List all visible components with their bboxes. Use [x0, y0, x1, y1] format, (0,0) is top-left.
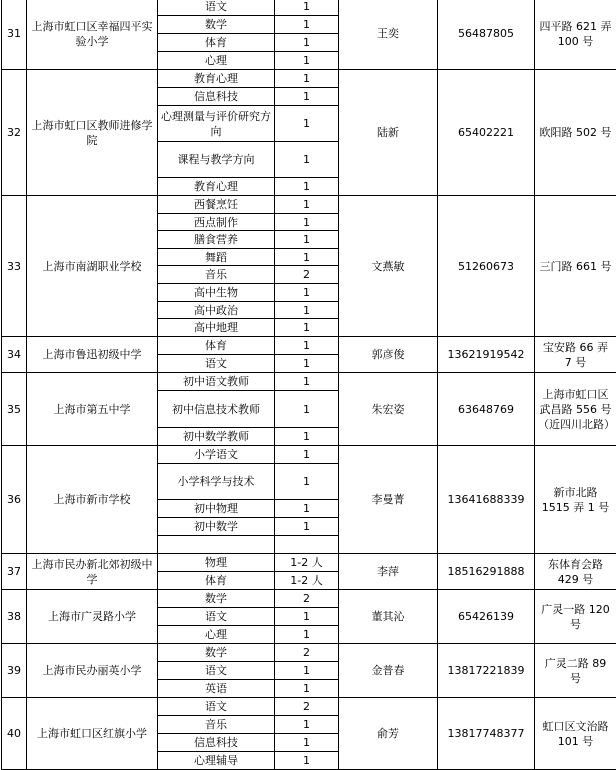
school-name: 上海市第五中学 — [27, 373, 158, 446]
subject-cell: 物理 — [158, 554, 275, 572]
subject-cell: 初中数学 — [158, 518, 275, 536]
row-number: 40 — [2, 698, 27, 770]
school-position-table — [1, 0, 616, 770]
phone-number: 13817748377 — [438, 698, 535, 770]
subject-cell: 体育 — [158, 337, 275, 355]
phone-number: 13641688339 — [438, 446, 535, 554]
table-row — [2, 0, 616, 16]
subject-cell: 西点制作 — [158, 214, 275, 231]
address: 广灵二路 89 号 — [535, 644, 616, 698]
phone-number: 65426139 — [438, 590, 535, 644]
table-row — [2, 196, 616, 214]
subject-cell: 初中语文教师 — [158, 373, 275, 391]
subject-cell: 西餐烹饪 — [158, 196, 275, 214]
row-number: 39 — [2, 644, 27, 698]
row-number: 31 — [2, 0, 27, 70]
table-row — [2, 554, 616, 572]
subject-cell: 心理测量与评价研究方向 — [158, 106, 275, 142]
contact-name: 董其沁 — [339, 590, 438, 644]
table-row — [2, 446, 616, 464]
school-name: 上海市新市学校 — [27, 446, 158, 554]
row-number: 32 — [2, 70, 27, 196]
subject-cell: 信息科技 — [158, 88, 275, 106]
contact-name: 朱宏姿 — [339, 373, 438, 446]
address: 新市北路 1515 弄 1 号 — [535, 446, 616, 554]
count-cell: 2 — [275, 590, 339, 608]
row-number: 33 — [2, 196, 27, 337]
count-cell: 1 — [275, 231, 339, 249]
address: 东体育会路 429 号 — [535, 554, 616, 590]
contact-name: 李萍 — [339, 554, 438, 590]
address: 上海市虹口区武昌路 556 号（近四川北路） — [535, 373, 616, 446]
address: 四平路 621 弄 100 号 — [535, 0, 616, 70]
count-cell: 2 — [275, 266, 339, 284]
subject-cell: 舞蹈 — [158, 249, 275, 266]
count-cell: 1 — [275, 196, 339, 214]
count-cell: 1-2 人 — [275, 554, 339, 572]
subject-cell: 高中政治 — [158, 302, 275, 319]
subject-cell: 数学 — [158, 590, 275, 608]
contact-name: 王奕 — [339, 0, 438, 70]
count-cell: 1 — [275, 0, 339, 16]
subject-cell: 初中物理 — [158, 500, 275, 518]
subject-cell: 英语 — [158, 680, 275, 698]
count-cell: 1 — [275, 249, 339, 266]
subject-cell: 体育 — [158, 572, 275, 590]
contact-name: 文燕敏 — [339, 196, 438, 337]
count-cell: 1 — [275, 464, 339, 500]
row-number: 36 — [2, 446, 27, 554]
count-cell: 1 — [275, 608, 339, 626]
subject-cell: 高中生物 — [158, 284, 275, 302]
subject-cell: 音乐 — [158, 716, 275, 734]
table-row — [2, 644, 616, 662]
count-cell: 2 — [275, 644, 339, 662]
count-cell: 1 — [275, 142, 339, 178]
count-cell: 1 — [275, 428, 339, 446]
school-name: 上海市南湖职业学校 — [27, 196, 158, 337]
count-cell: 2 — [275, 698, 339, 716]
contact-name: 郭彦俊 — [339, 337, 438, 373]
subject-cell: 信息科技 — [158, 734, 275, 752]
subject-cell: 心理 — [158, 52, 275, 70]
subject-cell: 数学 — [158, 16, 275, 34]
phone-number: 56487805 — [438, 0, 535, 70]
count-cell: 1 — [275, 284, 339, 302]
subject-cell: 数学 — [158, 644, 275, 662]
subject-cell: 初中信息技术教师 — [158, 391, 275, 428]
count-cell: 1 — [275, 626, 339, 644]
count-cell: 1 — [275, 734, 339, 752]
school-name: 上海市民办丽英小学 — [27, 644, 158, 698]
count-cell: 1 — [275, 752, 339, 770]
subject-cell: 初中数学教师 — [158, 428, 275, 446]
subject-cell: 课程与教学方向 — [158, 142, 275, 178]
count-cell — [275, 536, 339, 554]
subject-cell: 膳食营养 — [158, 231, 275, 249]
subject-cell: 语文 — [158, 0, 275, 16]
count-cell: 1 — [275, 446, 339, 464]
table-row — [2, 337, 616, 355]
subject-cell: 语文 — [158, 698, 275, 716]
count-cell: 1 — [275, 518, 339, 536]
table-row — [2, 373, 616, 391]
table-body — [2, 0, 616, 770]
subject-cell: 教育心理 — [158, 178, 275, 196]
count-cell: 1 — [275, 662, 339, 680]
count-cell: 1 — [275, 16, 339, 34]
address: 三门路 661 号 — [535, 196, 616, 337]
table-row — [2, 698, 616, 716]
count-cell: 1 — [275, 500, 339, 518]
subject-cell: 体育 — [158, 34, 275, 52]
subject-cell: 心理 — [158, 626, 275, 644]
phone-number: 13817221839 — [438, 644, 535, 698]
subject-cell: 语文 — [158, 355, 275, 373]
count-cell: 1 — [275, 373, 339, 391]
phone-number: 63648769 — [438, 373, 535, 446]
phone-number: 51260673 — [438, 196, 535, 337]
count-cell: 1 — [275, 34, 339, 52]
subject-cell: 心理辅导 — [158, 752, 275, 770]
subject-cell: 语文 — [158, 608, 275, 626]
count-cell: 1 — [275, 178, 339, 196]
school-name: 上海市鲁迅初级中学 — [27, 337, 158, 373]
subject-cell: 小学语文 — [158, 446, 275, 464]
count-cell: 1 — [275, 355, 339, 373]
subject-cell: 小学科学与技术 — [158, 464, 275, 500]
count-cell: 1 — [275, 680, 339, 698]
row-number: 37 — [2, 554, 27, 590]
row-number: 35 — [2, 373, 27, 446]
subject-cell — [158, 536, 275, 554]
count-cell: 1 — [275, 70, 339, 88]
subject-cell: 音乐 — [158, 266, 275, 284]
subject-cell: 高中地理 — [158, 319, 275, 337]
count-cell: 1 — [275, 716, 339, 734]
address: 欧阳路 502 号 — [535, 70, 616, 196]
contact-name: 李曼菁 — [339, 446, 438, 554]
phone-number: 13621919542 — [438, 337, 535, 373]
count-cell: 1 — [275, 52, 339, 70]
phone-number: 65402221 — [438, 70, 535, 196]
subject-cell: 语文 — [158, 662, 275, 680]
subject-cell: 教育心理 — [158, 70, 275, 88]
school-name: 上海市虹口区幸福四平实验小学 — [27, 0, 158, 70]
row-number: 38 — [2, 590, 27, 644]
count-cell: 1-2 人 — [275, 572, 339, 590]
contact-name: 陆新 — [339, 70, 438, 196]
count-cell: 1 — [275, 337, 339, 355]
count-cell: 1 — [275, 302, 339, 319]
table-row — [2, 70, 616, 88]
table-row — [2, 590, 616, 608]
address: 虹口区文治路 101 号 — [535, 698, 616, 770]
school-name: 上海市虹口区教师进修学院 — [27, 70, 158, 196]
count-cell: 1 — [275, 88, 339, 106]
address: 宝安路 66 弄 7 号 — [535, 337, 616, 373]
count-cell: 1 — [275, 391, 339, 428]
phone-number: 18516291888 — [438, 554, 535, 590]
address: 广灵一路 120 号 — [535, 590, 616, 644]
count-cell: 1 — [275, 319, 339, 337]
count-cell: 1 — [275, 214, 339, 231]
school-name: 上海市广灵路小学 — [27, 590, 158, 644]
school-name: 上海市虹口区红旗小学 — [27, 698, 158, 770]
row-number: 34 — [2, 337, 27, 373]
contact-name: 金普春 — [339, 644, 438, 698]
contact-name: 俞芳 — [339, 698, 438, 770]
school-name: 上海市民办新北郊初级中学 — [27, 554, 158, 590]
count-cell: 1 — [275, 106, 339, 142]
